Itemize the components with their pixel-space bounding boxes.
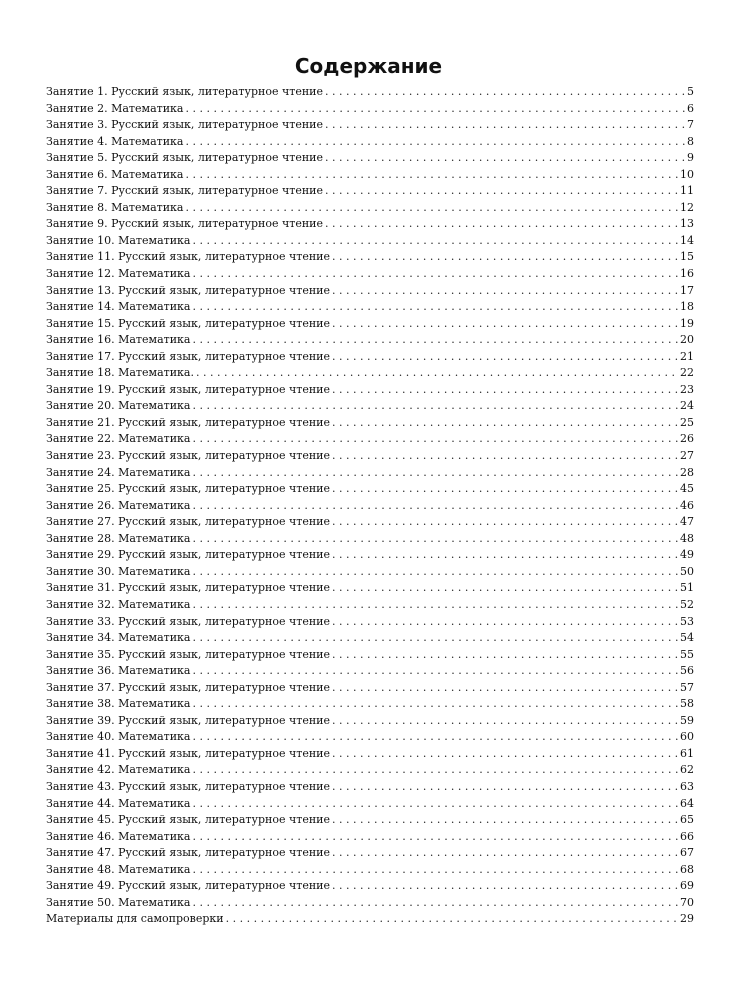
toc-entry-page-number: 60 xyxy=(680,730,694,744)
toc-entry xyxy=(46,266,694,283)
toc-entry-label: Занятие 28. Математика xyxy=(46,531,191,545)
toc-entry-page-number: 28 xyxy=(680,465,694,479)
toc-entry-page-number: 8 xyxy=(687,134,694,148)
toc-entry-label: Занятие 20. Математика xyxy=(46,399,191,413)
toc-entry-label: Занятие 11. Русский язык, литературное чтение xyxy=(46,250,331,264)
toc-entry-page-number: 66 xyxy=(680,829,694,843)
toc-entry-label: Занятие 37. Русский язык, литературное чтение xyxy=(46,680,331,694)
toc-dot-leader xyxy=(192,762,678,779)
toc-entry-page-number: 68 xyxy=(680,862,694,876)
toc-entry xyxy=(46,101,694,118)
toc-entry-page-number: 27 xyxy=(680,449,694,463)
toc-entry xyxy=(46,249,694,266)
toc-entry-label: Занятие 38. Математика xyxy=(46,697,191,711)
toc-dot-leader xyxy=(332,878,678,895)
toc-dot-leader xyxy=(192,796,678,813)
toc-dot-leader xyxy=(192,465,678,482)
toc-entry-label: Занятие 42. Математика xyxy=(46,763,191,777)
toc-entry xyxy=(46,895,694,912)
toc-entry-page-number: 19 xyxy=(680,316,694,330)
toc-entry-page-number: 16 xyxy=(680,267,694,281)
toc-entry xyxy=(46,167,694,184)
toc-entry-label: Занятие 44. Математика xyxy=(46,796,191,810)
toc-dot-leader xyxy=(192,895,678,912)
toc-dot-leader xyxy=(192,564,678,581)
toc-entry xyxy=(46,779,694,796)
toc-entry-label: Занятие 31. Русский язык, литературное чтение xyxy=(46,581,331,595)
toc-entry-label: Занятие 18. Математика. xyxy=(46,366,194,380)
toc-entry xyxy=(46,680,694,697)
toc-entry-page-number: 50 xyxy=(680,564,694,578)
toc-entry xyxy=(46,696,694,713)
toc-dot-leader xyxy=(192,299,678,316)
toc-dot-leader xyxy=(185,200,678,217)
toc-entry xyxy=(46,796,694,813)
toc-dot-leader xyxy=(332,713,678,730)
toc-dot-leader xyxy=(192,233,678,250)
toc-entry xyxy=(46,84,694,101)
toc-dot-leader xyxy=(332,249,678,266)
toc-entry xyxy=(46,316,694,333)
toc-entry xyxy=(46,829,694,846)
toc-entry-label: Занятие 15. Русский язык, литературное чтение xyxy=(46,316,331,330)
toc-entry xyxy=(46,382,694,399)
toc-entry xyxy=(46,134,694,151)
toc-dot-leader xyxy=(192,696,678,713)
toc-entry-page-number: 67 xyxy=(680,846,694,860)
toc-entry-page-number: 48 xyxy=(680,531,694,545)
toc-dot-leader xyxy=(185,101,685,118)
toc-dot-leader xyxy=(332,614,678,631)
toc-entry-page-number: 56 xyxy=(680,664,694,678)
toc-dot-leader xyxy=(332,514,678,531)
toc-dot-leader xyxy=(332,481,678,498)
toc-entry xyxy=(46,332,694,349)
toc-entry-label: Занятие 29. Русский язык, литературное чтение xyxy=(46,548,331,562)
toc-entry-page-number: 55 xyxy=(680,647,694,661)
toc-entry-label: Занятие 4. Математика xyxy=(46,134,184,148)
toc-entry-page-number: 51 xyxy=(680,581,694,595)
toc-entry-label: Занятие 45. Русский язык, литературное чтение xyxy=(46,813,331,827)
toc-entry-page-number: 59 xyxy=(680,713,694,727)
toc-entry xyxy=(46,845,694,862)
toc-entry xyxy=(46,183,694,200)
toc-entry-label: Занятие 48. Математика xyxy=(46,862,191,876)
toc-entry-label: Занятие 3. Русский язык, литературное чтение xyxy=(46,118,324,132)
toc-entry-label: Занятие 21. Русский язык, литературное чтение xyxy=(46,415,331,429)
toc-entry-page-number: 53 xyxy=(680,614,694,628)
toc-entry-page-number: 15 xyxy=(680,250,694,264)
toc-entry xyxy=(46,431,694,448)
toc-dot-leader xyxy=(332,580,678,597)
toc-entry xyxy=(46,647,694,664)
toc-dot-leader xyxy=(192,663,678,680)
toc-entry-label: Занятие 30. Математика xyxy=(46,564,191,578)
toc-entry-page-number: 63 xyxy=(680,779,694,793)
toc-entry-label: Занятие 35. Русский язык, литературное чтение xyxy=(46,647,331,661)
toc-entry xyxy=(46,283,694,300)
toc-entry-label: Занятие 47. Русский язык, литературное чтение xyxy=(46,846,331,860)
toc-entry xyxy=(46,448,694,465)
toc-entry xyxy=(46,398,694,415)
toc-entry-page-number: 58 xyxy=(680,697,694,711)
toc-entry-label: Занятие 17. Русский язык, литературное чтение xyxy=(46,349,331,363)
toc-dot-leader xyxy=(332,680,678,697)
toc-entry-page-number: 69 xyxy=(680,879,694,893)
toc-entry-label: Занятие 12. Математика xyxy=(46,267,191,281)
toc-entry-label: Занятие 26. Математика xyxy=(46,498,191,512)
toc-entry-page-number: 7 xyxy=(687,118,694,132)
toc-entry-label: Занятие 5. Русский язык, литературное чтение xyxy=(46,151,324,165)
toc-entry xyxy=(46,729,694,746)
toc-entry xyxy=(46,597,694,614)
toc-entry-page-number: 9 xyxy=(687,151,694,165)
toc-entry-label: Занятие 13. Русский язык, литературное чтение xyxy=(46,283,331,297)
toc-entry-label: Занятие 32. Математика xyxy=(46,597,191,611)
toc-entry-label: Занятие 8. Математика xyxy=(46,200,184,214)
toc-entry-label: Занятие 36. Математика xyxy=(46,664,191,678)
toc-dot-leader xyxy=(332,349,678,366)
toc-entry-page-number: 23 xyxy=(680,382,694,396)
toc-dot-leader xyxy=(332,812,678,829)
toc-dot-leader xyxy=(192,498,678,515)
toc-entry-page-number: 47 xyxy=(680,515,694,529)
toc-entry-label: Занятие 22. Математика xyxy=(46,432,191,446)
toc-entry-page-number: 64 xyxy=(680,796,694,810)
toc-dot-leader xyxy=(332,647,678,664)
toc-dot-leader xyxy=(226,911,678,928)
toc-entry-label: Занятие 39. Русский язык, литературное чтение xyxy=(46,713,331,727)
toc-entry-page-number: 21 xyxy=(680,349,694,363)
toc-entry-page-number: 17 xyxy=(680,283,694,297)
toc-entry-label: Занятие 1. Русский язык, литературное чтение xyxy=(46,85,324,98)
toc-entry xyxy=(46,216,694,233)
toc-entry xyxy=(46,713,694,730)
toc-entry-page-number: 54 xyxy=(680,631,694,645)
toc-dot-leader xyxy=(325,84,685,101)
toc-entry-label: Занятие 2. Математика xyxy=(46,101,184,115)
toc-entry-page-number: 6 xyxy=(687,101,694,115)
toc-dot-leader xyxy=(192,862,678,879)
toc-entry-label: Занятие 24. Математика xyxy=(46,465,191,479)
toc-entry-label: Занятие 7. Русский язык, литературное чтение xyxy=(46,184,324,198)
toc-dot-leader xyxy=(332,283,678,300)
toc-entry-label: Занятие 40. Математика xyxy=(46,730,191,744)
toc-dot-leader xyxy=(196,365,678,382)
toc-entry xyxy=(46,233,694,250)
toc-dot-leader xyxy=(332,448,678,465)
toc-entry-page-number: 13 xyxy=(680,217,694,231)
toc-entry xyxy=(46,514,694,531)
toc-entry-page-number: 5 xyxy=(687,85,694,98)
toc-entry-label: Занятие 16. Математика xyxy=(46,333,191,347)
toc-entry xyxy=(46,481,694,498)
toc-entry-label: Занятие 46. Математика xyxy=(46,829,191,843)
toc-entry xyxy=(46,878,694,895)
toc-entry xyxy=(46,630,694,647)
toc-dot-leader xyxy=(192,829,678,846)
toc-entry-label: Занятие 50. Математика xyxy=(46,895,191,909)
toc-entry xyxy=(46,415,694,432)
toc-entry-page-number: 52 xyxy=(680,597,694,611)
toc-entry-label: Занятие 33. Русский язык, литературное чтение xyxy=(46,614,331,628)
toc-dot-leader xyxy=(192,630,678,647)
toc-dot-leader xyxy=(185,134,685,151)
toc-entry-page-number: 61 xyxy=(680,746,694,760)
toc-entry-label: Занятие 34. Математика xyxy=(46,631,191,645)
toc-dot-leader xyxy=(325,183,678,200)
toc-entry-page-number: 25 xyxy=(680,415,694,429)
toc-dot-leader xyxy=(332,746,678,763)
toc-dot-leader xyxy=(192,266,678,283)
toc-entry-page-number: 24 xyxy=(680,399,694,413)
toc-entry xyxy=(46,200,694,217)
toc-entry xyxy=(46,117,694,134)
toc-entry xyxy=(46,614,694,631)
toc-entry xyxy=(46,746,694,763)
toc-entry-label: Занятие 43. Русский язык, литературное чтение xyxy=(46,779,331,793)
toc-entry-page-number: 45 xyxy=(680,482,694,496)
toc-entry-label: Занятие 41. Русский язык, литературное чтение xyxy=(46,746,331,760)
toc-dot-leader xyxy=(192,398,678,415)
toc-entry xyxy=(46,349,694,366)
toc-entry xyxy=(46,150,694,167)
toc-entry xyxy=(46,812,694,829)
toc-dot-leader xyxy=(192,332,678,349)
toc-dot-leader xyxy=(192,729,678,746)
toc-entry-page-number: 26 xyxy=(680,432,694,446)
toc-dot-leader xyxy=(325,216,678,233)
toc-entry-label: Занятие 23. Русский язык, литературное чтение xyxy=(46,449,331,463)
toc-dot-leader xyxy=(332,845,678,862)
toc-entry xyxy=(46,862,694,879)
toc-entry-page-number: 49 xyxy=(680,548,694,562)
toc-entry xyxy=(46,465,694,482)
toc-entry xyxy=(46,564,694,581)
toc-entry-page-number: 11 xyxy=(680,184,694,198)
toc-dot-leader xyxy=(185,167,678,184)
toc-entry-page-number: 57 xyxy=(680,680,694,694)
toc-entry xyxy=(46,365,694,382)
toc-entry-page-number: 62 xyxy=(680,763,694,777)
table-of-contents xyxy=(46,84,694,928)
toc-entry-label: Занятие 19. Русский язык, литературное чтение xyxy=(46,382,331,396)
toc-dot-leader xyxy=(192,531,678,548)
toc-entry-page-number: 14 xyxy=(680,233,694,247)
toc-entry-page-number: 18 xyxy=(680,300,694,314)
toc-dot-leader xyxy=(332,547,678,564)
toc-entry-label: Материалы для самопроверки xyxy=(46,912,224,926)
toc-entry xyxy=(46,663,694,680)
toc-entry-label: Занятие 9. Русский язык, литературное чтение xyxy=(46,217,324,231)
toc-entry xyxy=(46,547,694,564)
toc-entry-label: Занятие 6. Математика xyxy=(46,167,184,181)
toc-dot-leader xyxy=(332,316,678,333)
toc-dot-leader xyxy=(325,150,685,167)
toc-dot-leader xyxy=(192,431,678,448)
toc-dot-leader xyxy=(192,597,678,614)
toc-entry xyxy=(46,580,694,597)
toc-dot-leader xyxy=(332,415,678,432)
toc-dot-leader xyxy=(325,117,685,134)
toc-dot-leader xyxy=(332,382,678,399)
toc-entry-label: Занятие 14. Математика xyxy=(46,300,191,314)
toc-entry-page-number: 20 xyxy=(680,333,694,347)
toc-entry-page-number: 29 xyxy=(680,912,694,926)
toc-entry xyxy=(46,531,694,548)
toc-entry-label: Занятие 10. Математика xyxy=(46,233,191,247)
toc-entry-page-number: 10 xyxy=(680,167,694,181)
page-title: Содержание xyxy=(294,54,443,78)
toc-entry-label: Занятие 25. Русский язык, литературное чтение xyxy=(46,482,331,496)
toc-entry-page-number: 12 xyxy=(680,200,694,214)
toc-entry-label: Занятие 49. Русский язык, литературное чтение xyxy=(46,879,331,893)
toc-entry xyxy=(46,498,694,515)
toc-dot-leader xyxy=(332,779,678,796)
toc-entry-label: Занятие 27. Русский язык, литературное чтение xyxy=(46,515,331,529)
toc-entry xyxy=(46,299,694,316)
toc-entry-page-number: 22 xyxy=(680,366,694,380)
toc-entry xyxy=(46,911,694,928)
toc-entry-page-number: 70 xyxy=(680,895,694,909)
toc-entry-page-number: 65 xyxy=(680,813,694,827)
toc-entry-page-number: 46 xyxy=(680,498,694,512)
toc-entry xyxy=(46,762,694,779)
